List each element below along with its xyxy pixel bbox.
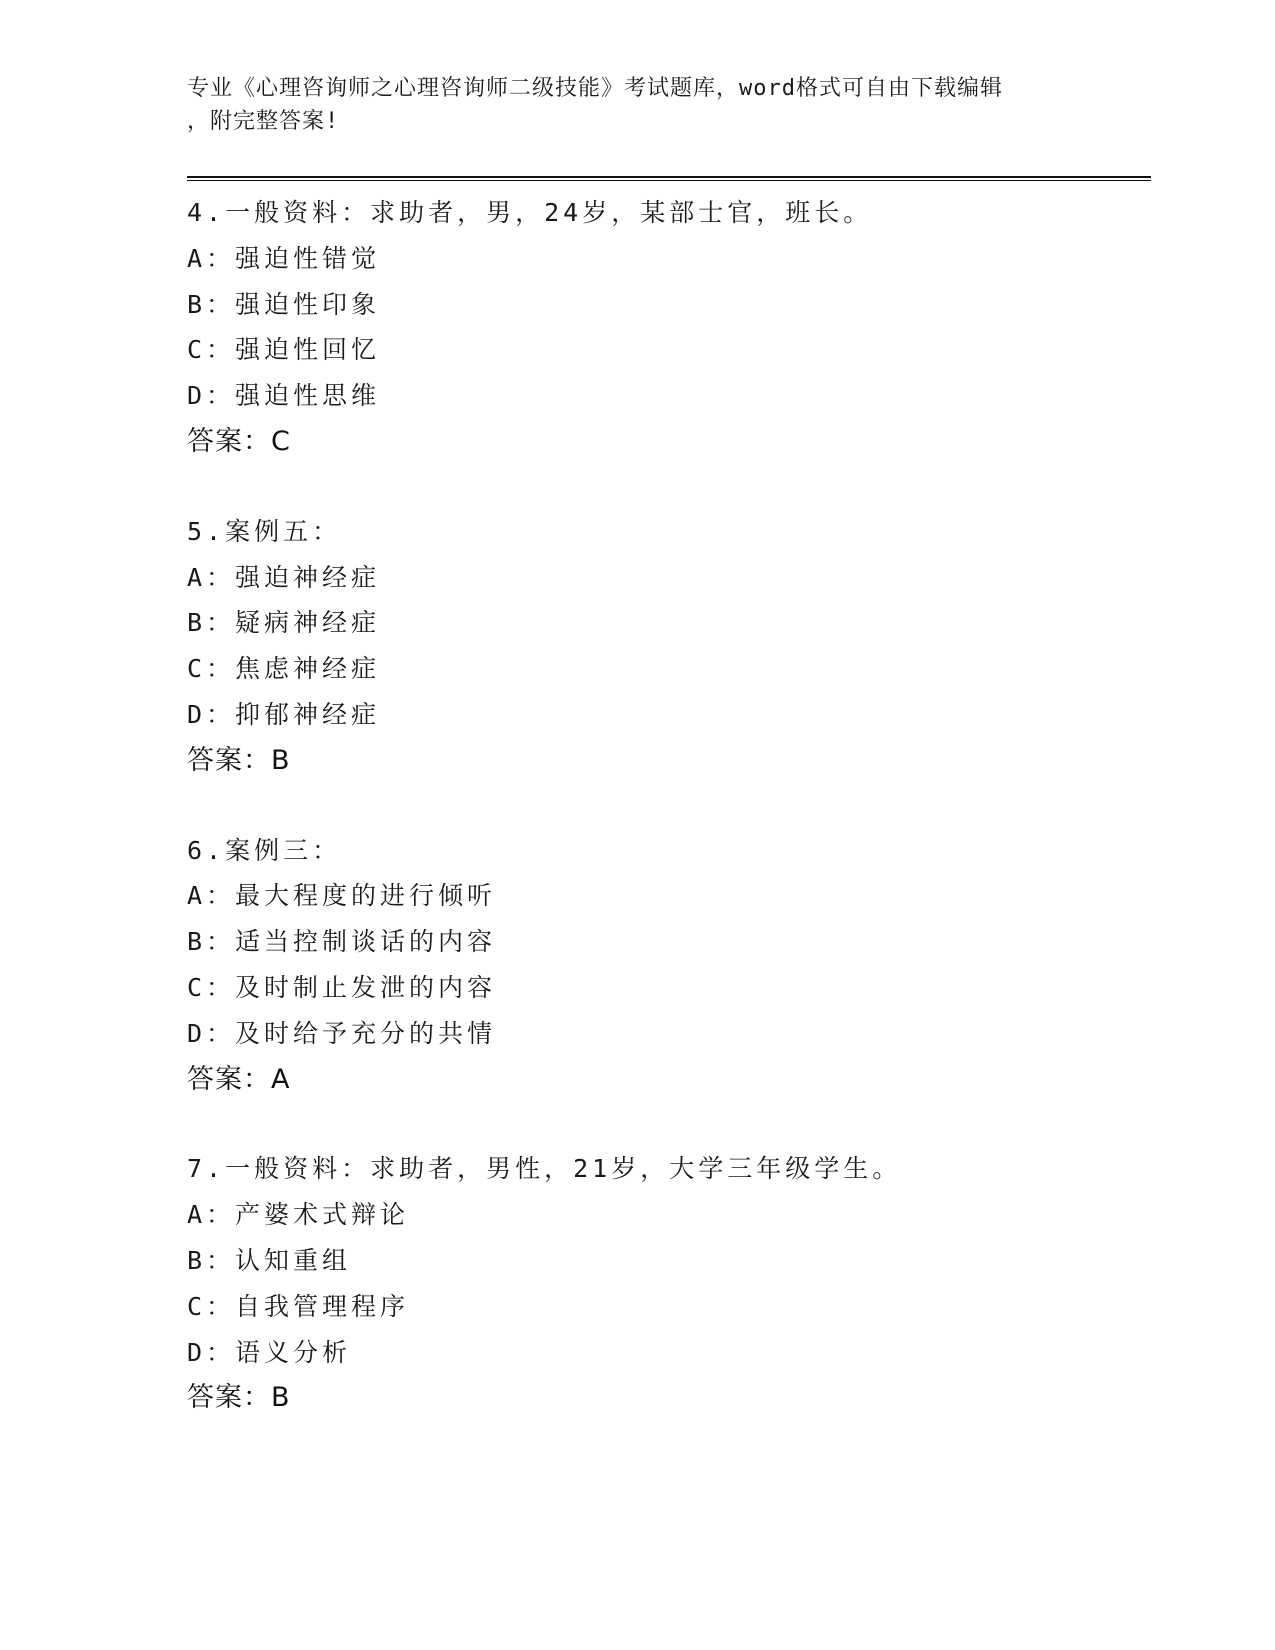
header-line-1: 专业《心理咨询师之心理咨询师二级技能》考试题库，word格式可自由下载编辑: [187, 76, 1003, 101]
answer-line: 答案：B: [187, 1382, 291, 1414]
question-5: [187, 509, 1151, 784]
header-divider: [187, 176, 1151, 181]
option-b: B：认知重组: [187, 1245, 352, 1275]
header-line-2: ，附完整答案!: [187, 109, 340, 134]
document-header: [187, 72, 1087, 138]
answer-line: 答案：C: [187, 425, 291, 457]
option-d: D：强迫性思维: [187, 381, 381, 411]
question-stem: 4.一般资料：求助者，男，24岁，某部士官，班长。: [187, 198, 873, 227]
option-d: D：及时给予充分的共情: [187, 1018, 497, 1048]
option-c: C：强迫性回忆: [187, 335, 381, 365]
option-c: C：及时制止发泄的内容: [187, 972, 497, 1002]
option-c: C：自我管理程序: [187, 1291, 410, 1321]
answer-line: 答案：A: [187, 1063, 291, 1095]
question-6: [187, 828, 1151, 1103]
option-b: B：强迫性印象: [187, 289, 381, 319]
question-stem: 5.案例五：: [187, 516, 342, 546]
question-7: [187, 1146, 1151, 1421]
question-stem: 6.案例三：: [187, 835, 342, 865]
question-stem: 7.一般资料：求助者，男性，21岁，大学三年级学生。: [187, 1154, 902, 1184]
question-4: [187, 190, 1151, 465]
answer-line: 答案：B: [187, 744, 291, 776]
option-a: A：最大程度的进行倾听: [187, 881, 497, 911]
question-list: [187, 190, 1151, 1465]
option-d: D：语义分析: [187, 1337, 352, 1367]
option-a: A：强迫性错觉: [187, 243, 381, 273]
option-d: D：抑郁神经症: [187, 699, 381, 729]
option-b: B：疑病神经症: [187, 608, 381, 638]
option-c: C：焦虑神经症: [187, 654, 381, 684]
option-b: B：适当控制谈话的内容: [187, 927, 497, 957]
option-a: A：强迫神经症: [187, 562, 381, 592]
option-a: A：产婆术式辩论: [187, 1200, 410, 1230]
